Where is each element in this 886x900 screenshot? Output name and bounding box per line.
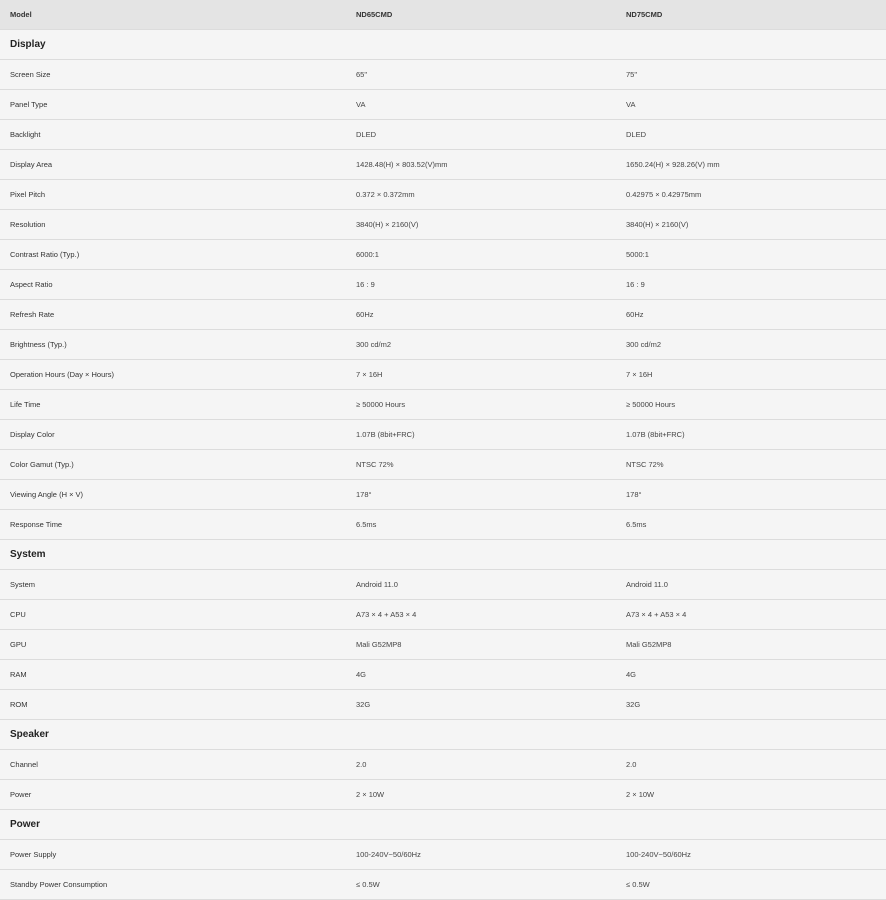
section-title: System	[0, 540, 886, 570]
spec-value-model-1: DLED	[346, 120, 616, 150]
spec-value-model-1: ≥ 50000 Hours	[346, 390, 616, 420]
spec-row	[0, 210, 886, 240]
spec-value-model-2: Android 11.0	[616, 570, 886, 600]
spec-value-model-2: 1650.24(H) × 928.26(V) mm	[616, 150, 886, 180]
section-title: Speaker	[0, 720, 886, 750]
spec-row	[0, 270, 886, 300]
spec-row	[0, 480, 886, 510]
spec-label: Brightness (Typ.)	[0, 330, 346, 360]
spec-value-model-2: A73 × 4 + A53 × 4	[616, 600, 886, 630]
spec-value-model-1: Mali G52MP8	[346, 630, 616, 660]
spec-row	[0, 240, 886, 270]
spec-value-model-2: 32G	[616, 690, 886, 720]
section-title: Display	[0, 30, 886, 60]
spec-row	[0, 630, 886, 660]
spec-value-model-2: 3840(H) × 2160(V)	[616, 210, 886, 240]
spec-row	[0, 570, 886, 600]
spec-label: Channel	[0, 750, 346, 780]
spec-row	[0, 600, 886, 630]
spec-value-model-2: 7 × 16H	[616, 360, 886, 390]
spec-label: GPU	[0, 630, 346, 660]
spec-row	[0, 750, 886, 780]
header-label: Model	[0, 0, 346, 30]
spec-value-model-2: 0.42975 × 0.42975mm	[616, 180, 886, 210]
spec-label: Contrast Ratio (Typ.)	[0, 240, 346, 270]
spec-label: Power	[0, 780, 346, 810]
spec-label: Power Supply	[0, 840, 346, 870]
spec-value-model-2: 300 cd/m2	[616, 330, 886, 360]
spec-value-model-2: NTSC 72%	[616, 450, 886, 480]
spec-value-model-2: 5000:1	[616, 240, 886, 270]
spec-value-model-1: NTSC 72%	[346, 450, 616, 480]
spec-value-model-1: 60Hz	[346, 300, 616, 330]
spec-row	[0, 150, 886, 180]
spec-value-model-2: 16 : 9	[616, 270, 886, 300]
spec-row	[0, 420, 886, 450]
spec-value-model-1: 178°	[346, 480, 616, 510]
spec-label: Display Color	[0, 420, 346, 450]
spec-value-model-1: 6000:1	[346, 240, 616, 270]
spec-value-model-2: Mali G52MP8	[616, 630, 886, 660]
spec-value-model-2: 2 × 10W	[616, 780, 886, 810]
spec-label: Operation Hours (Day × Hours)	[0, 360, 346, 390]
section-row	[0, 30, 886, 60]
spec-label: System	[0, 570, 346, 600]
spec-row	[0, 660, 886, 690]
table-header	[0, 0, 886, 30]
spec-row	[0, 120, 886, 150]
spec-row	[0, 330, 886, 360]
spec-row	[0, 780, 886, 810]
spec-value-model-2: 178°	[616, 480, 886, 510]
header-row	[0, 0, 886, 30]
spec-row	[0, 180, 886, 210]
spec-value-model-1: ≤ 0.5W	[346, 870, 616, 900]
spec-label: Color Gamut (Typ.)	[0, 450, 346, 480]
spec-value-model-2: ≥ 50000 Hours	[616, 390, 886, 420]
spec-row	[0, 510, 886, 540]
spec-row	[0, 360, 886, 390]
spec-value-model-1: 2 × 10W	[346, 780, 616, 810]
spec-label: Backlight	[0, 120, 346, 150]
spec-label: RAM	[0, 660, 346, 690]
spec-row	[0, 450, 886, 480]
spec-value-model-2: 100-240V~50/60Hz	[616, 840, 886, 870]
spec-label: Pixel Pitch	[0, 180, 346, 210]
spec-value-model-1: 16 : 9	[346, 270, 616, 300]
spec-label: Standby Power Consumption	[0, 870, 346, 900]
spec-label: Viewing Angle (H × V)	[0, 480, 346, 510]
section-row	[0, 810, 886, 840]
spec-value-model-1: 65"	[346, 60, 616, 90]
spec-value-model-1: 3840(H) × 2160(V)	[346, 210, 616, 240]
spec-value-model-1: 4G	[346, 660, 616, 690]
spec-value-model-2: DLED	[616, 120, 886, 150]
spec-value-model-2: 4G	[616, 660, 886, 690]
spec-value-model-2: 1.07B (8bit+FRC)	[616, 420, 886, 450]
spec-value-model-1: 100-240V~50/60Hz	[346, 840, 616, 870]
spec-value-model-1: 7 × 16H	[346, 360, 616, 390]
spec-label: Display Area	[0, 150, 346, 180]
spec-value-model-1: 0.372 × 0.372mm	[346, 180, 616, 210]
spec-label: Response Time	[0, 510, 346, 540]
section-title: Power	[0, 810, 886, 840]
spec-label: Screen Size	[0, 60, 346, 90]
spec-label: Panel Type	[0, 90, 346, 120]
spec-row	[0, 60, 886, 90]
spec-label: Aspect Ratio	[0, 270, 346, 300]
section-row	[0, 720, 886, 750]
spec-value-model-1: 300 cd/m2	[346, 330, 616, 360]
spec-row	[0, 870, 886, 900]
spec-value-model-1: 6.5ms	[346, 510, 616, 540]
spec-row	[0, 90, 886, 120]
spec-label: Resolution	[0, 210, 346, 240]
spec-value-model-2: 2.0	[616, 750, 886, 780]
spec-value-model-2: 6.5ms	[616, 510, 886, 540]
section-row	[0, 540, 886, 570]
spec-label: Life Time	[0, 390, 346, 420]
spec-value-model-1: Android 11.0	[346, 570, 616, 600]
spec-row	[0, 690, 886, 720]
table-body	[0, 30, 886, 900]
spec-value-model-2: VA	[616, 90, 886, 120]
spec-value-model-2: 75"	[616, 60, 886, 90]
spec-value-model-1: 2.0	[346, 750, 616, 780]
spec-value-model-1: A73 × 4 + A53 × 4	[346, 600, 616, 630]
spec-value-model-1: VA	[346, 90, 616, 120]
header-model-2: ND75CMD	[616, 0, 886, 30]
spec-row	[0, 300, 886, 330]
spec-row	[0, 390, 886, 420]
spec-value-model-1: 32G	[346, 690, 616, 720]
spec-label: CPU	[0, 600, 346, 630]
spec-label: ROM	[0, 690, 346, 720]
spec-value-model-2: ≤ 0.5W	[616, 870, 886, 900]
spec-value-model-2: 60Hz	[616, 300, 886, 330]
spec-label: Refresh Rate	[0, 300, 346, 330]
header-model-1: ND65CMD	[346, 0, 616, 30]
spec-value-model-1: 1.07B (8bit+FRC)	[346, 420, 616, 450]
spec-value-model-1: 1428.48(H) × 803.52(V)mm	[346, 150, 616, 180]
spec-row	[0, 840, 886, 870]
